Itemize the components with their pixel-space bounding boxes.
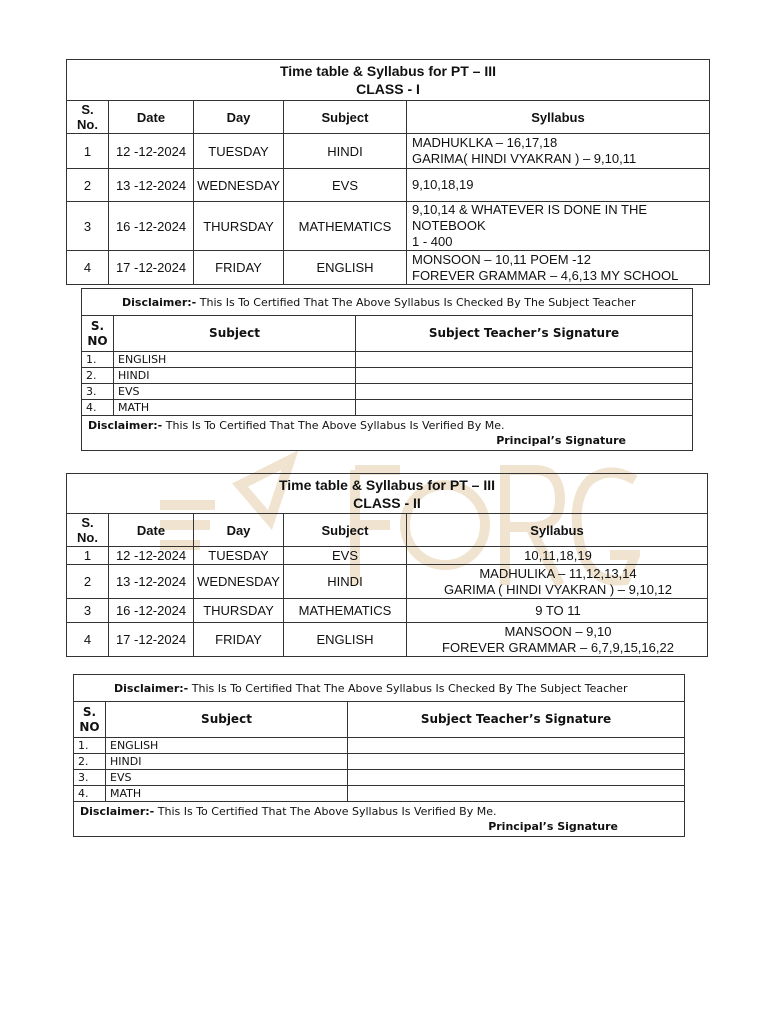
cell-date: 16 -12-2024	[109, 599, 194, 623]
cell-sno: 2.	[74, 754, 106, 770]
cell-subject: EVS	[284, 169, 407, 202]
signature-cell	[356, 384, 693, 400]
cell-date: 17 -12-2024	[109, 251, 194, 285]
cell-sno: 2.	[82, 368, 114, 384]
cell-subject: MATHEMATICS	[284, 599, 407, 623]
checked-disclaimer-label: Disclaimer:-	[122, 295, 197, 309]
syllabus-line: 9,10,18,19	[412, 177, 474, 192]
cell-sno: 1.	[82, 352, 114, 368]
cell-syllabus	[407, 547, 708, 565]
column-header: S. No.	[67, 514, 109, 547]
syllabus-line: 9 TO 11	[535, 602, 581, 618]
table-row	[67, 134, 710, 169]
class1-disclaimer-table	[81, 288, 693, 451]
cell-sno: 3.	[74, 770, 106, 786]
cell-sno: 1	[67, 547, 109, 565]
class2-title-line2: CLASS - II	[353, 494, 421, 511]
cell-sno: 4	[67, 251, 109, 285]
column-header: Syllabus	[407, 101, 710, 134]
signature-cell	[348, 754, 685, 770]
class2-timetable	[66, 473, 708, 657]
cell-day: TUESDAY	[194, 547, 284, 565]
cell-sno: 4.	[74, 786, 106, 802]
verified-disclaimer-label: Disclaimer:-	[88, 419, 163, 432]
cell-subject: EVS	[114, 384, 356, 400]
column-header: Subject	[284, 514, 407, 547]
column-header: Subject	[284, 101, 407, 134]
cell-sno: 3	[67, 599, 109, 623]
class1-title-line2: CLASS - I	[356, 81, 420, 97]
cell-day: FRIDAY	[194, 623, 284, 657]
table-row	[67, 202, 710, 251]
cell-subject: MATHEMATICS	[284, 202, 407, 251]
table-row	[67, 169, 710, 202]
class2-disclaimer-table	[73, 674, 685, 837]
cell-subject: ENGLISH	[106, 738, 348, 754]
column-header: Subject Teacher’s Signature	[348, 702, 685, 738]
table-row	[67, 547, 708, 565]
table-row	[82, 352, 693, 368]
checked-disclaimer	[74, 675, 685, 702]
cell-sno: 2	[67, 169, 109, 202]
syllabus-line: MADHULIKA – 11,12,13,14	[479, 565, 637, 581]
cell-sno: 3.	[82, 384, 114, 400]
table-row	[82, 384, 693, 400]
checked-disclaimer-label: Disclaimer:-	[114, 681, 189, 695]
cell-sno: 3	[67, 202, 109, 251]
syllabus-line: MANSOON – 9,10	[504, 623, 612, 639]
cell-date: 12 -12-2024	[109, 134, 194, 169]
cell-syllabus	[407, 251, 710, 285]
cell-date: 13 -12-2024	[109, 169, 194, 202]
column-header: Subject	[106, 702, 348, 738]
checked-disclaimer-text: This Is To Certified That The Above Syllabus Is Checked By The Subject Teacher	[188, 681, 628, 695]
syllabus-line: MONSOON – 10,11 POEM -12	[412, 251, 591, 267]
cell-subject: HINDI	[106, 754, 348, 770]
syllabus-line: MADHUKLKA – 16,17,18	[412, 135, 558, 150]
syllabus-line: GARIMA ( HINDI VYAKRAN ) – 9,10,12	[443, 581, 673, 597]
class1-title	[67, 60, 710, 101]
syllabus-line: 9,10,14 & WHATEVER IS DONE IN THE NOTEBOOK	[412, 202, 648, 233]
syllabus-line: 1 - 400	[412, 234, 453, 249]
table-row	[74, 738, 685, 754]
cell-sno: 2	[67, 565, 109, 599]
principal-signature-label: Principal’s Signature	[496, 434, 626, 447]
signature-cell	[356, 400, 693, 416]
cell-syllabus	[407, 565, 708, 599]
cell-day: FRIDAY	[194, 251, 284, 285]
cell-sno: 1	[67, 134, 109, 169]
column-header: Date	[109, 101, 194, 134]
table-row	[74, 754, 685, 770]
signature-cell	[348, 770, 685, 786]
syllabus-line: 10,11,18,19	[524, 547, 592, 563]
signature-cell	[348, 786, 685, 802]
column-header: Syllabus	[407, 514, 708, 547]
verified-disclaimer-label: Disclaimer:-	[80, 805, 155, 818]
signature-cell	[356, 352, 693, 368]
cell-subject: MATH	[106, 786, 348, 802]
cell-subject: EVS	[106, 770, 348, 786]
signature-cell	[356, 368, 693, 384]
cell-day: TUESDAY	[194, 134, 284, 169]
cell-date: 17 -12-2024	[109, 623, 194, 657]
verified-disclaimer	[82, 416, 693, 451]
principal-signature-label: Principal’s Signature	[488, 820, 618, 833]
checked-disclaimer-text: This Is To Certified That The Above Syllabus Is Checked By The Subject Teacher	[196, 295, 636, 309]
table-row	[67, 251, 710, 285]
table-row	[67, 623, 708, 657]
table-row	[74, 770, 685, 786]
cell-subject: HINDI	[114, 368, 356, 384]
cell-subject: ENGLISH	[284, 623, 407, 657]
cell-date: 13 -12-2024	[109, 565, 194, 599]
column-header: Subject	[114, 316, 356, 352]
verified-disclaimer	[74, 802, 685, 837]
cell-day: WEDNESDAY	[194, 169, 284, 202]
verified-disclaimer-text: This Is To Certified That The Above Syllabus Is Verified By Me.	[162, 419, 505, 432]
class1-title-line1: Time table & Syllabus for PT – III	[279, 63, 497, 79]
table-row	[67, 599, 708, 623]
syllabus-line: FOREVER GRAMMAR – 4,6,13 MY SCHOOL	[412, 267, 679, 283]
table-row	[74, 786, 685, 802]
cell-syllabus	[407, 623, 708, 657]
column-header: S. NO	[82, 316, 114, 352]
class2-title-line1: Time table & Syllabus for PT – III	[278, 476, 496, 493]
syllabus-line: GARIMA( HINDI VYAKRAN ) – 9,10,11	[412, 151, 637, 166]
column-header: Subject Teacher’s Signature	[356, 316, 693, 352]
signature-cell	[348, 738, 685, 754]
cell-day: WEDNESDAY	[194, 565, 284, 599]
cell-subject: HINDI	[284, 134, 407, 169]
column-header: Day	[194, 514, 284, 547]
cell-sno: 1.	[74, 738, 106, 754]
cell-subject: MATH	[114, 400, 356, 416]
column-header: S. No.	[67, 101, 109, 134]
cell-subject: HINDI	[284, 565, 407, 599]
cell-syllabus	[407, 134, 710, 169]
cell-subject: ENGLISH	[284, 251, 407, 285]
table-row	[82, 400, 693, 416]
checked-disclaimer	[82, 289, 693, 316]
column-header: Date	[109, 514, 194, 547]
verified-disclaimer-text: This Is To Certified That The Above Syllabus Is Verified By Me.	[154, 805, 497, 818]
cell-day: THURSDAY	[194, 202, 284, 251]
cell-sno: 4.	[82, 400, 114, 416]
cell-syllabus	[407, 599, 708, 623]
class2-title	[67, 474, 708, 514]
syllabus-line: FOREVER GRAMMAR – 6,7,9,15,16,22	[442, 639, 674, 655]
cell-date: 16 -12-2024	[109, 202, 194, 251]
cell-sno: 4	[67, 623, 109, 657]
table-row	[67, 565, 708, 599]
cell-syllabus	[407, 202, 710, 251]
cell-day: THURSDAY	[194, 599, 284, 623]
cell-subject: EVS	[284, 547, 407, 565]
table-row	[82, 368, 693, 384]
column-header: S. NO	[74, 702, 106, 738]
class1-timetable	[66, 59, 710, 285]
cell-subject: ENGLISH	[114, 352, 356, 368]
cell-syllabus	[407, 169, 710, 202]
column-header: Day	[194, 101, 284, 134]
cell-date: 12 -12-2024	[109, 547, 194, 565]
